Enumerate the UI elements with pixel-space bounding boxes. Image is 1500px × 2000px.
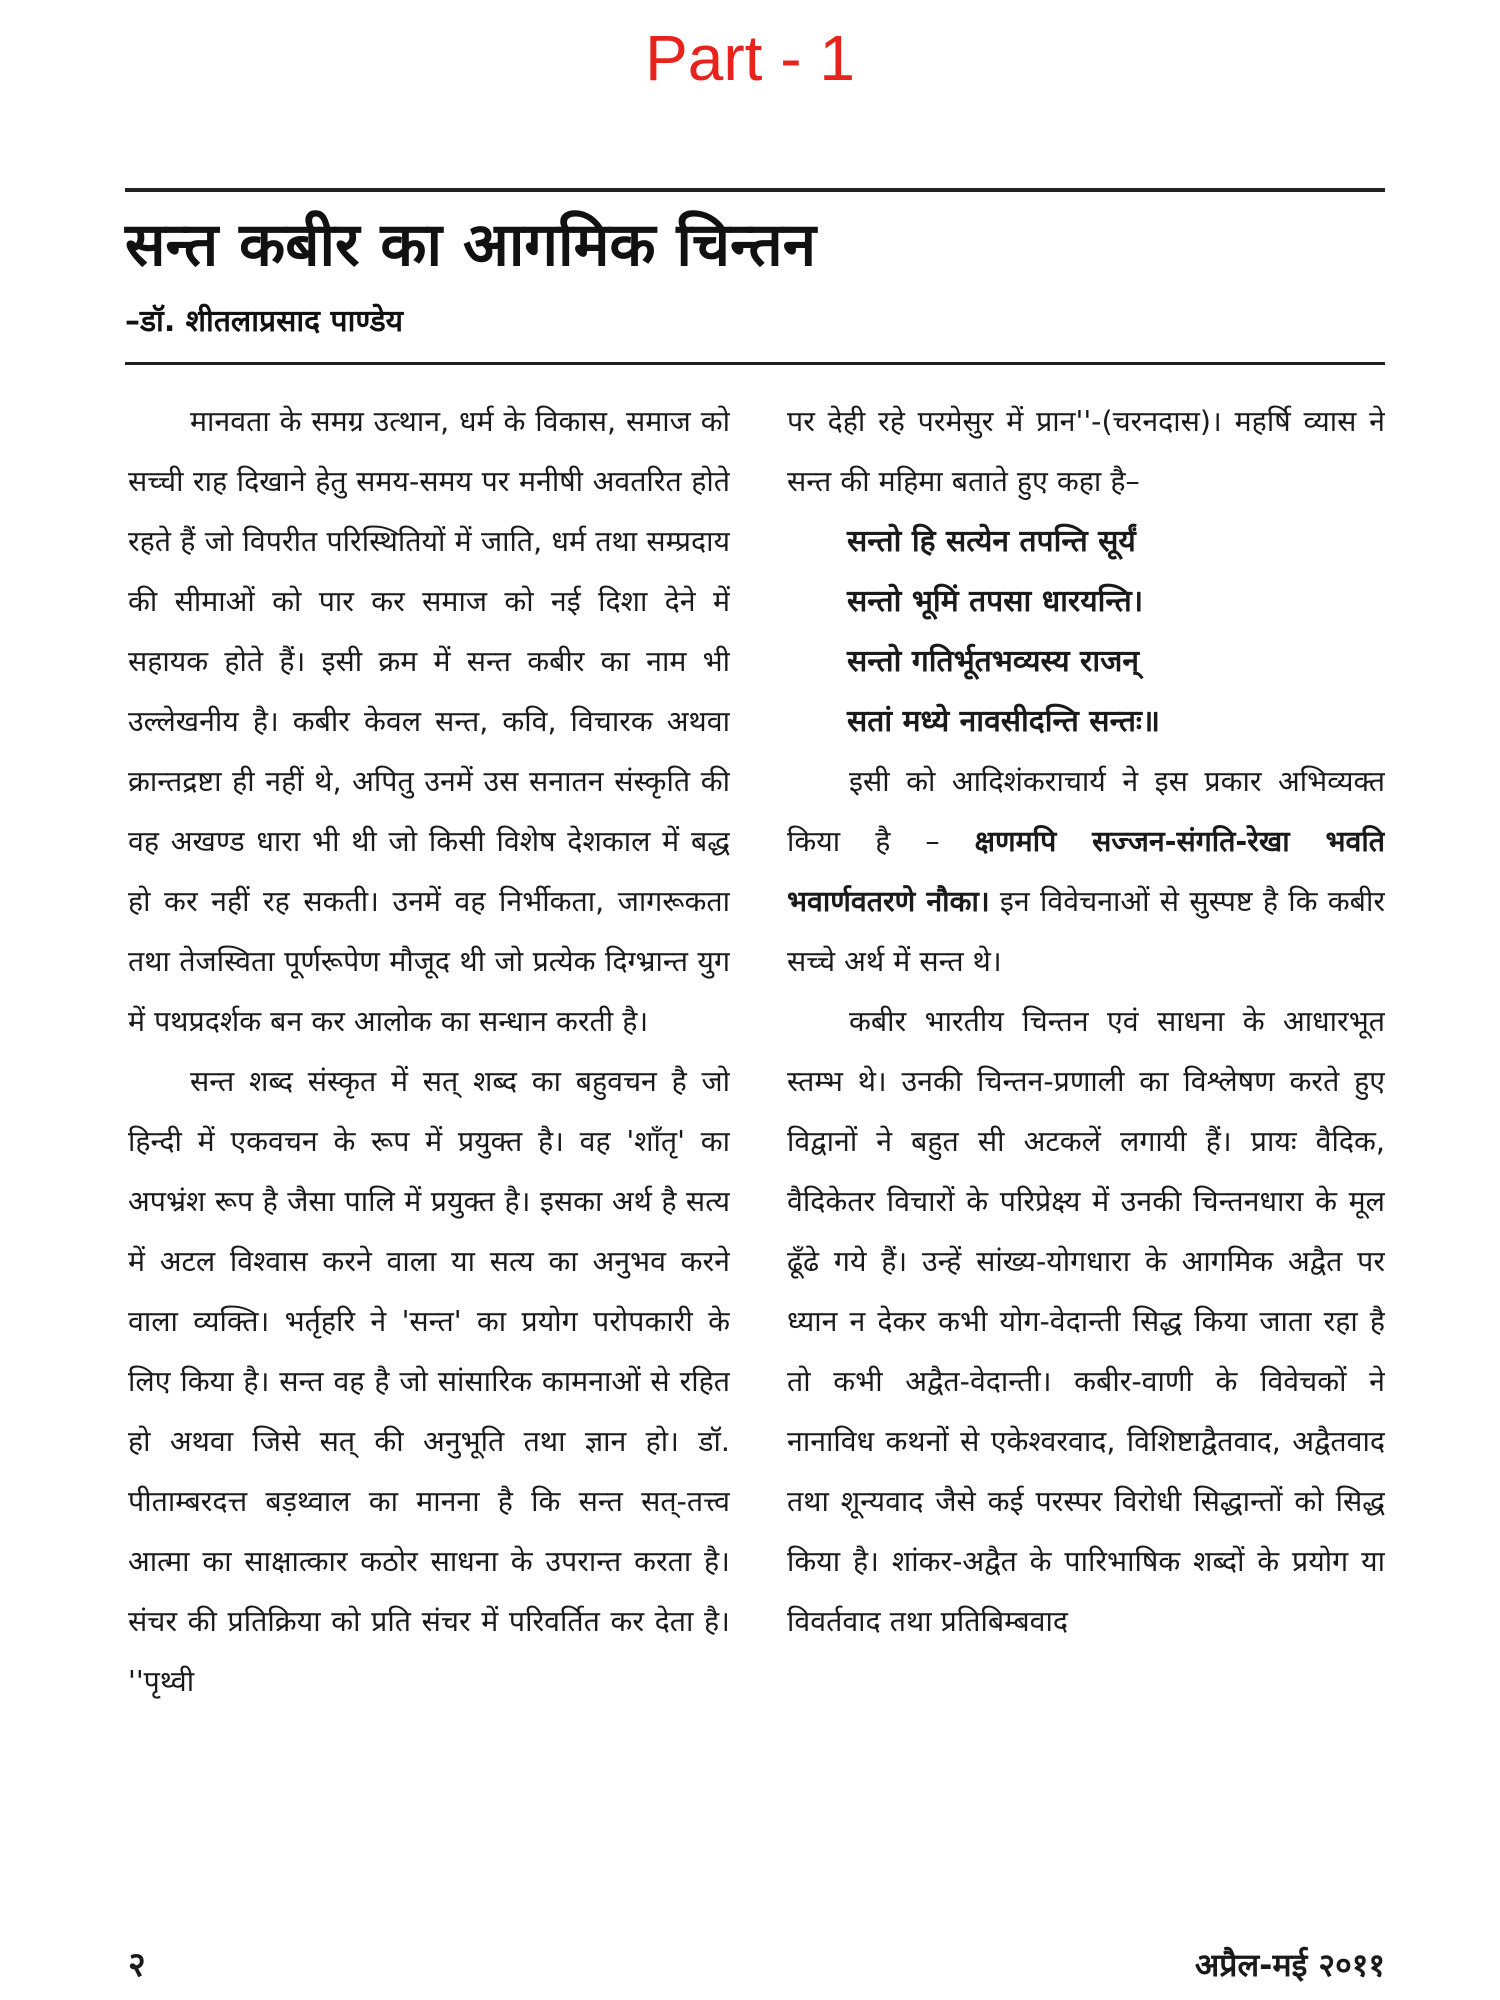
title-bottom-rule (125, 362, 1385, 365)
paragraph: मानवता के समग्र उत्थान, धर्म के विकास, समाज को सच्ची राह दिखाने हेतु समय-समय पर मनीषी अवतरित होते रहते हैं जो विपरीत परिस्थितियों में जाति, धर्म तथा सम्प्रदाय की सीमाओं को पार कर समाज को नई दिशा देने में सहायक होते हैं। इसी क्रम में सन्त कबीर का नाम भी उल्लेखनीय है। कबीर केवल सन्त, कवि, विचारक अथवा क्रान्तद्रष्टा ही नहीं थे, अपितु उनमें उस सनातन संस्कृति की वह अखण्ड धारा भी थी जो किसी विशेष देशकाल में बद्ध हो कर नहीं रह सकती। उनमें वह निर्भीकता, जागरूकता तथा तेजस्विता पूर्णरूपेण मौजूद थी जो प्रत्येक दिग्भ्रान्त युग में पथप्रदर्शक बन कर आलोक का सन्धान करती है। (128, 405, 730, 1038)
paragraph: सन्त शब्द संस्कृत में सत् शब्द का बहुवचन है जो हिन्दी में एकवचन के रूप में प्रयुक्त है। वह 'शाँतृ' का अपभ्रंश रूप है जैसा पालि में प्रयुक्त है। इसका अर्थ है सत्य में अटल विश्वास करने वाला या सत्य का अनुभव करने वाला व्यक्ति। भर्तृहरि ने 'सन्त' का प्रयोग परोपकारी के लिए किया है। सन्त वह है जो सांसारिक कामनाओं से रहित हो अथवा जिसे सत् की अनुभूति तथा ज्ञान हो। डॉ. पीताम्बरदत्त बड़थ्वाल का मानना है कि सन्त सत्-तत्त्व आत्मा का साक्षात्कार कठोर साधना के उपरान्त करता है। संचर की प्रतिक्रिया को प्रति संचर में परिवर्तित कर देता है। ''पृथ्वी (128, 1065, 730, 1698)
paragraph-text: इसी को आदिशंकराचार्य ने इस प्रकार अभिव्यक्त किया है – (787, 765, 1385, 858)
page-number: २ (128, 1945, 146, 1985)
paragraph (787, 752, 1385, 992)
right-column (787, 392, 1385, 1912)
verse-line: सतां मध्ये नावसीदन्ति सन्तः॥ (847, 704, 1160, 739)
shloka-quote: क्षणमपि सज्जन-संगति-रेखा भवति भवार्णवतरणे नौका। (787, 825, 1385, 918)
part-label: Part - 1 (645, 22, 855, 94)
verse-line: सन्तो गतिर्भूतभव्यस्य राजन् (847, 644, 1139, 679)
title-top-rule (125, 188, 1385, 192)
article-title: सन्त कबीर का आगमिक चिन्तन (125, 210, 817, 280)
paragraph-text: इन विवेचनाओं से सुस्पष्ट है कि कबीर सच्चे अर्थ में सन्त थे। (787, 885, 1385, 978)
verse-line: सन्तो भूमिं तपसा धारयन्ति। (847, 584, 1144, 619)
paragraph: पर देही रहे परमेसुर में प्रान''-(चरनदास)। महर्षि व्यास ने सन्त की महिमा बताते हुए कहा है– (787, 405, 1385, 498)
issue-date: अप्रैल-मई २०११ (1194, 1946, 1385, 1984)
left-column (128, 392, 730, 1912)
verse-line: सन्तो हि सत्येन तपन्ति सूर्यं (847, 524, 1136, 559)
paragraph: कबीर भारतीय चिन्तन एवं साधना के आधारभूत स्तम्भ थे। उनकी चिन्तन-प्रणाली का विश्लेषण करते हुए विद्वानों ने बहुत सी अटकलें लगायी हैं। प्रायः वैदिक, वैदिकेतर विचारों के परिप्रेक्ष्य में उनकी चिन्तनधारा के मूल ढूँढे गये हैं। उन्हें सांख्य-योगधारा के आगमिक अद्वैत पर ध्यान न देकर कभी योग-वेदान्ती सिद्ध किया जाता रहा है तो कभी अद्वैत-वेदान्ती। कबीर-वाणी के विवेचकों ने नानाविध कथनों से एकेश्वरवाद, विशिष्टाद्वैतवाद, अद्वैतवाद तथा शून्यवाद जैसे कई परस्पर विरोधी सिद्धान्तों को सिद्ध किया है। शांकर-अद्वैत के पारिभाषिक शब्दों के प्रयोग या विवर्तवाद तथा प्रतिबिम्बवाद (787, 1005, 1385, 1638)
article-author: –डॉ. शीतलाप्रसाद पाण्डेय (125, 304, 404, 339)
